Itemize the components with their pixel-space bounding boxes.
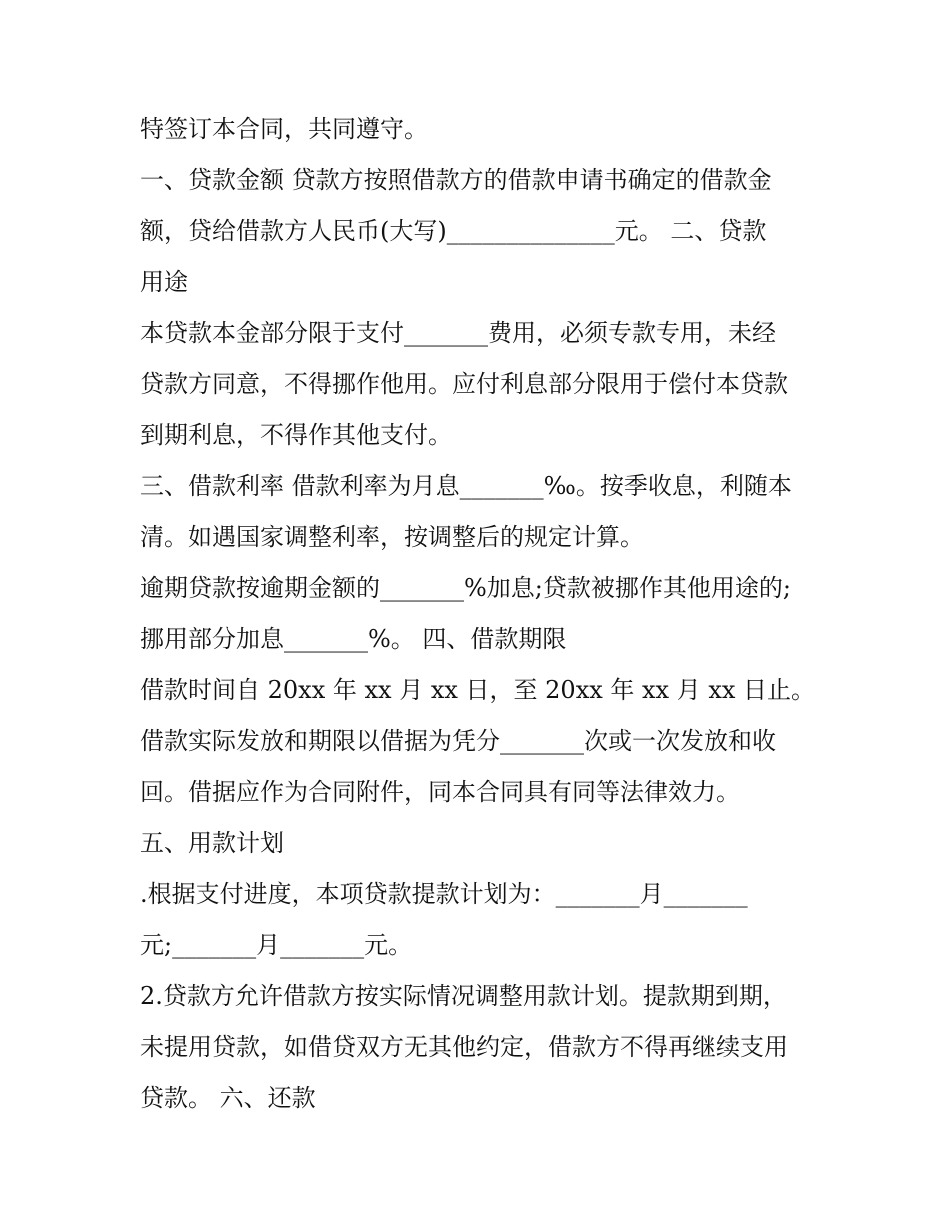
text-line: 清。如遇国家调整利率，按调整后的规定计算。 [140, 523, 644, 551]
text-line: 回。借据应作为合同附件，同本合同具有同等法律效力。 [140, 778, 740, 806]
text-line: 特签订本合同，共同遵守。 [140, 115, 428, 143]
text-line: 额，贷给借款方人民币(大写)______________元。 二、贷款 [140, 217, 767, 245]
text-line: 借款时间自 20xx 年 xx 月 xx 日，至 20xx 年 xx 月 xx 日止。 [140, 676, 816, 704]
text-line: 五、用款计划 [140, 829, 284, 857]
text-line: 本贷款本金部分限于支付_______费用，必须专款专用，未经 [140, 319, 776, 347]
text-line: 元;_______月_______元。 [140, 931, 413, 959]
text-line: 挪用部分加息_______%。 四、借款期限 [140, 625, 567, 653]
text-line: 贷款方同意，不得挪作他用。应付利息部分限用于偿付本贷款 [140, 370, 788, 398]
document-body [140, 104, 820, 1124]
text-line: 2.贷款方允许借款方按实际情况调整用款计划。提款期到期， [140, 982, 787, 1010]
text-line: 到期利息，不得作其他支付。 [140, 421, 452, 449]
text-line: .根据支付进度，本项贷款提款计划为：_______月_______ [140, 880, 748, 908]
text-line: 一、贷款金额 贷款方按照借款方的借款申请书确定的借款金 [140, 166, 772, 194]
text-line: 未提用贷款，如借贷双方无其他约定，借款方不得再继续支用 [140, 1033, 788, 1061]
text-line: 逾期贷款按逾期金额的_______%加息;贷款被挪作其他用途的; [140, 574, 791, 602]
text-line: 三、借款利率 借款利率为月息_______‰。按季收息，利随本 [140, 472, 792, 500]
text-line: 用途 [140, 268, 188, 296]
text-line: 贷款。 六、还款 [140, 1084, 316, 1112]
text-line: 借款实际发放和期限以借据为凭分_______次或一次发放和收 [140, 727, 776, 755]
